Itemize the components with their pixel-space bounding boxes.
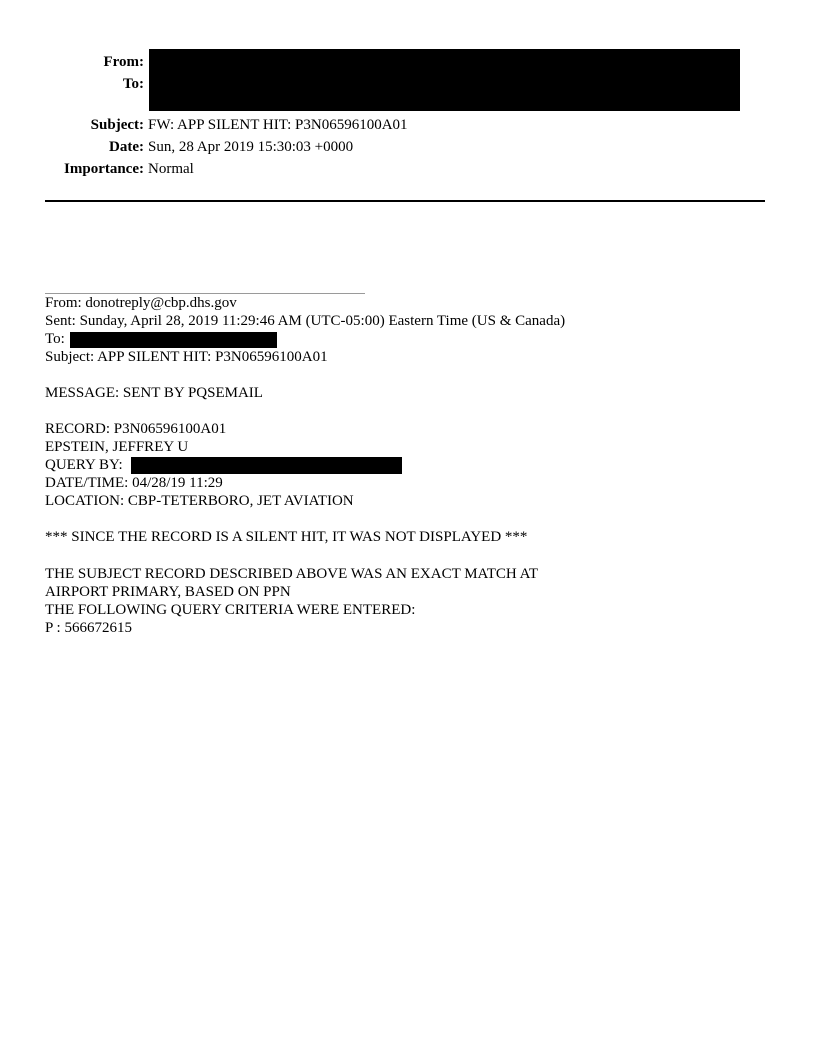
- silent-hit-notice: *** SINCE THE RECORD IS A SILENT HIT, IT WAS NOT DISPLAYED ***: [45, 529, 528, 545]
- header-divider: [45, 200, 765, 202]
- date-value: Sun, 28 Apr 2019 15:30:03 +0000: [148, 139, 354, 155]
- forwarded-to-redaction: [70, 332, 277, 348]
- importance-value: Normal: [148, 161, 194, 177]
- to-label: To:: [122, 76, 144, 92]
- importance-label: Importance:: [64, 161, 144, 177]
- subject-name: EPSTEIN, JEFFREY U: [45, 439, 189, 455]
- subject-value: FW: APP SILENT HIT: P3N06596100A01: [148, 117, 408, 133]
- record-id: RECORD: P3N06596100A01: [45, 421, 227, 437]
- query-by-label: QUERY BY:: [45, 457, 123, 473]
- forwarded-from: From: donotreply@cbp.dhs.gov: [45, 295, 237, 311]
- date-time: DATE/TIME: 04/28/19 11:29: [45, 475, 223, 491]
- location: LOCATION: CBP-TETERBORO, JET AVIATION: [45, 493, 354, 509]
- match-description-1: THE SUBJECT RECORD DESCRIBED ABOVE WAS AN EXACT MATCH AT: [45, 566, 538, 582]
- forwarded-sent: Sent: Sunday, April 28, 2019 11:29:46 AM (UTC-05:00) Eastern Time (US & Canada): [45, 313, 566, 329]
- forward-separator: [45, 293, 365, 294]
- subject-label: Subject:: [90, 117, 144, 133]
- match-description-2: AIRPORT PRIMARY, BASED ON PPN: [45, 584, 291, 600]
- forwarded-to-label: To:: [45, 331, 65, 347]
- forwarded-subject: Subject: APP SILENT HIT: P3N06596100A01: [45, 349, 328, 365]
- message-sent-by: MESSAGE: SENT BY PQSEMAIL: [45, 385, 263, 401]
- query-criteria-value: P : 566672615: [45, 620, 132, 636]
- query-criteria-heading: THE FOLLOWING QUERY CRITERIA WERE ENTERED:: [45, 602, 416, 618]
- query-by-redaction: [131, 457, 402, 474]
- date-label: Date:: [109, 139, 144, 155]
- from-label: From:: [103, 54, 144, 70]
- from-to-redaction: [149, 49, 740, 111]
